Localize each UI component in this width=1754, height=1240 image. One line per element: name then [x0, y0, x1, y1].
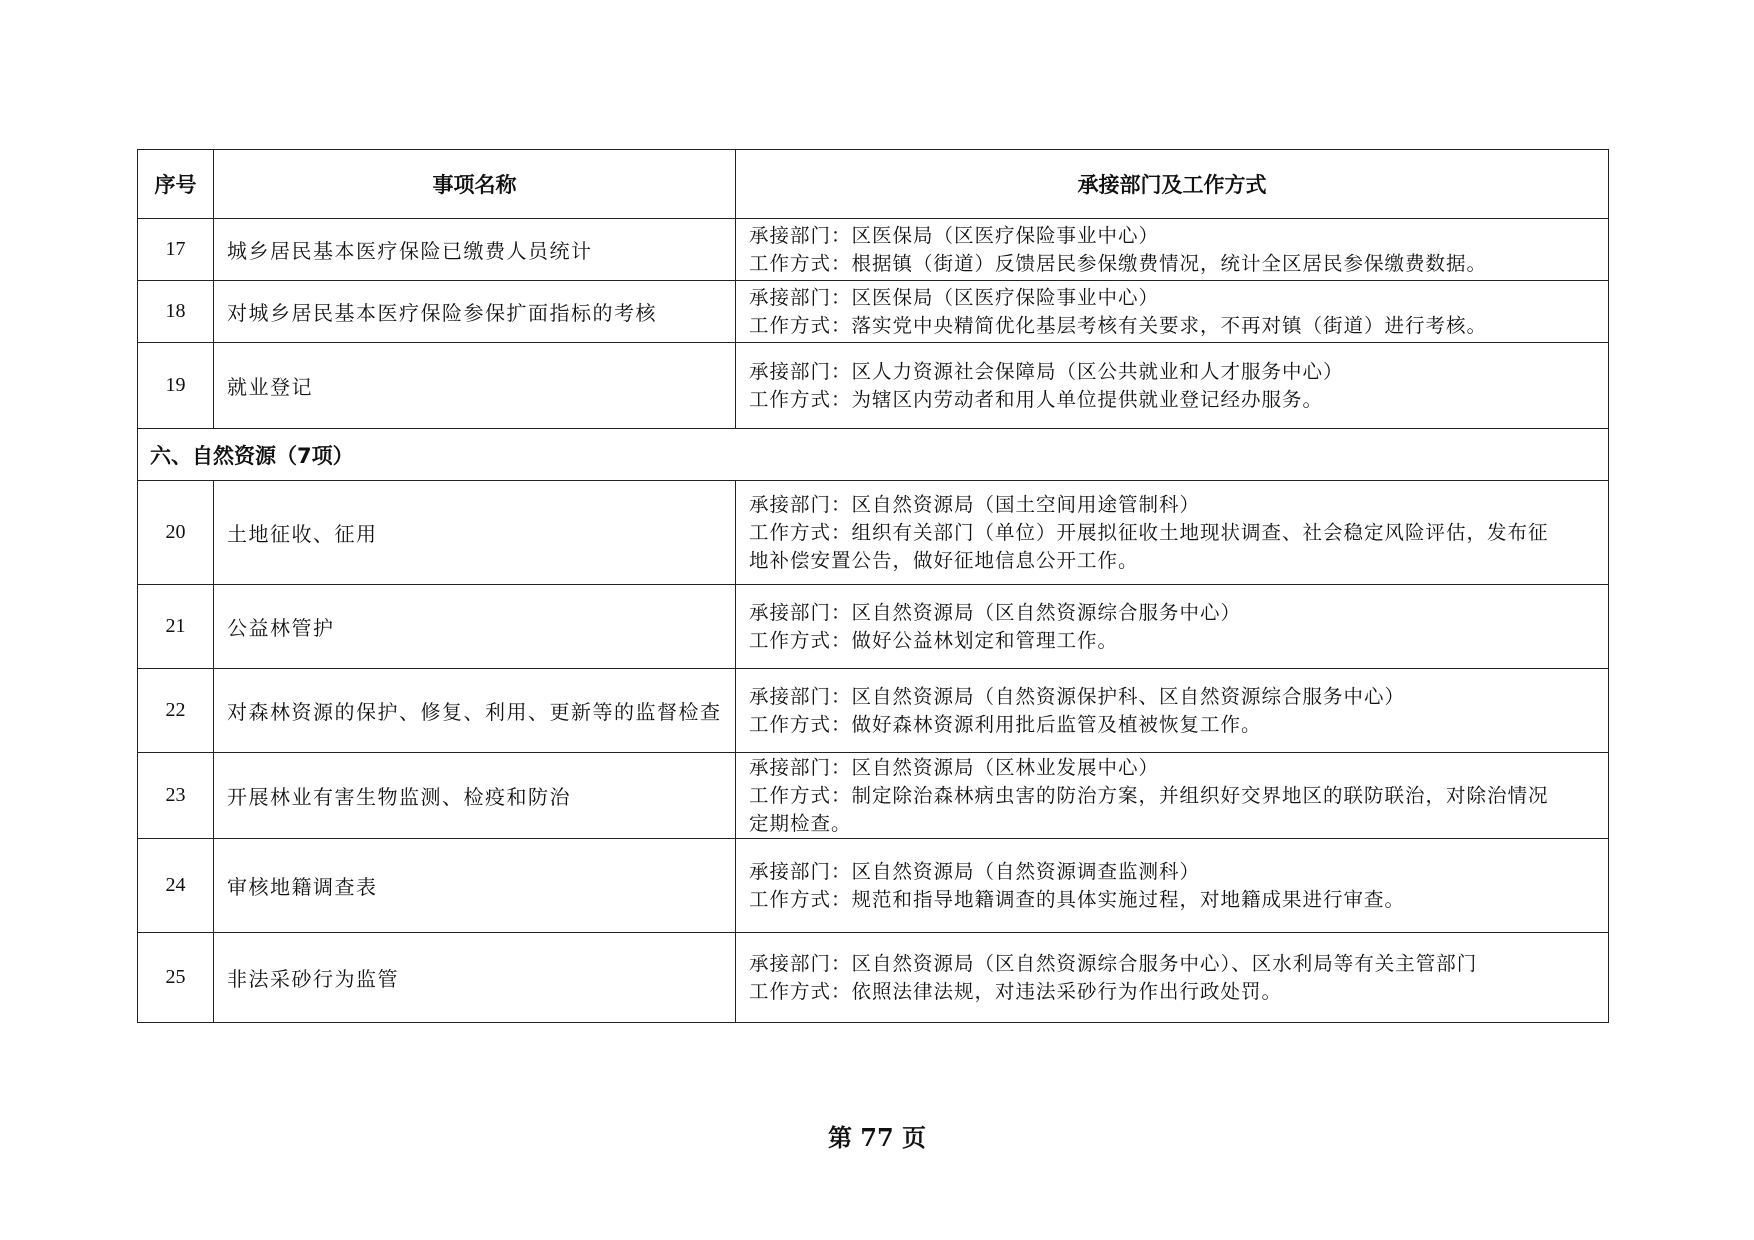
department-line: 承接部门：区自然资源局（区林业发展中心） [749, 755, 1160, 779]
method-line: 工作方式：落实党中央精简优化基层考核有关要求，不再对镇（街道）进行考核。 [749, 313, 1488, 337]
section-title: 六、自然资源（7项） [138, 429, 1609, 481]
table-row [138, 481, 1609, 585]
method-line: 工作方式：做好森林资源利用批后监管及植被恢复工作。 [749, 712, 1262, 736]
row-item-name: 开展林业有害生物监测、检疫和防治 [214, 753, 736, 839]
row-department-method [736, 481, 1609, 585]
row-department-method [736, 585, 1609, 669]
row-item-name: 城乡居民基本医疗保险已缴费人员统计 [214, 219, 736, 281]
header-department-and-method: 承接部门及工作方式 [736, 150, 1609, 219]
table-row [138, 753, 1609, 839]
row-serial-number: 25 [138, 933, 214, 1023]
department-line: 承接部门：区人力资源社会保障局（区公共就业和人才服务中心） [749, 359, 1344, 383]
department-line: 承接部门：区医保局（区医疗保险事业中心） [749, 285, 1160, 309]
table-row [138, 585, 1609, 669]
page-number: 第 77 页 [827, 1123, 927, 1152]
method-line-continued: 定期检查。 [749, 811, 852, 835]
row-serial-number: 18 [138, 281, 214, 343]
method-line: 工作方式：依照法律法规，对违法采砂行为作出行政处罚。 [749, 979, 1283, 1003]
department-line: 承接部门：区自然资源局（自然资源保护科、区自然资源综合服务中心） [749, 684, 1406, 708]
table-row [138, 839, 1609, 933]
method-line: 工作方式：做好公益林划定和管理工作。 [749, 628, 1119, 652]
table-row [138, 669, 1609, 753]
row-item-name: 土地征收、征用 [214, 481, 736, 585]
row-department-method [736, 933, 1609, 1023]
items-table [137, 149, 1609, 1023]
table-row [138, 933, 1609, 1023]
method-line: 工作方式：根据镇（街道）反馈居民参保缴费情况，统计全区居民参保缴费数据。 [749, 251, 1488, 275]
row-department-method [736, 281, 1609, 343]
row-serial-number: 17 [138, 219, 214, 281]
row-department-method [736, 669, 1609, 753]
row-item-name: 审核地籍调查表 [214, 839, 736, 933]
row-serial-number: 23 [138, 753, 214, 839]
department-line: 承接部门：区医保局（区医疗保险事业中心） [749, 223, 1160, 247]
row-item-name: 对森林资源的保护、修复、利用、更新等的监督检查 [214, 669, 736, 753]
table-row [138, 281, 1609, 343]
row-serial-number: 20 [138, 481, 214, 585]
row-item-name: 对城乡居民基本医疗保险参保扩面指标的考核 [214, 281, 736, 343]
table-header-row [138, 150, 1609, 219]
row-item-name: 公益林管护 [214, 585, 736, 669]
method-line: 工作方式：规范和指导地籍调查的具体实施过程，对地籍成果进行审查。 [749, 887, 1406, 911]
row-department-method [736, 343, 1609, 429]
method-line-continued: 地补偿安置公告，做好征地信息公开工作。 [749, 548, 1139, 572]
method-line: 工作方式：组织有关部门（单位）开展拟征收土地现状调查、社会稳定风险评估，发布征 [749, 520, 1549, 544]
row-department-method [736, 753, 1609, 839]
row-item-name: 非法采砂行为监管 [214, 933, 736, 1023]
row-serial-number: 21 [138, 585, 214, 669]
row-department-method [736, 839, 1609, 933]
header-serial-number: 序号 [138, 150, 214, 219]
department-line: 承接部门：区自然资源局（国土空间用途管制科） [749, 492, 1201, 516]
section-row [138, 429, 1609, 481]
method-line: 工作方式：为辖区内劳动者和用人单位提供就业登记经办服务。 [749, 387, 1324, 411]
row-department-method [736, 219, 1609, 281]
row-serial-number: 24 [138, 839, 214, 933]
table-row [138, 219, 1609, 281]
department-line: 承接部门：区自然资源局（区自然资源综合服务中心） [749, 600, 1242, 624]
department-line: 承接部门：区自然资源局（自然资源调查监测科） [749, 859, 1201, 883]
department-line: 承接部门：区自然资源局（区自然资源综合服务中心）、区水利局等有关主管部门 [749, 951, 1478, 975]
row-serial-number: 22 [138, 669, 214, 753]
header-item-name: 事项名称 [214, 150, 736, 219]
table-row [138, 343, 1609, 429]
row-item-name: 就业登记 [214, 343, 736, 429]
method-line: 工作方式：制定除治森林病虫害的防治方案，并组织好交界地区的联防联治，对除治情况 [749, 783, 1549, 807]
row-serial-number: 19 [138, 343, 214, 429]
